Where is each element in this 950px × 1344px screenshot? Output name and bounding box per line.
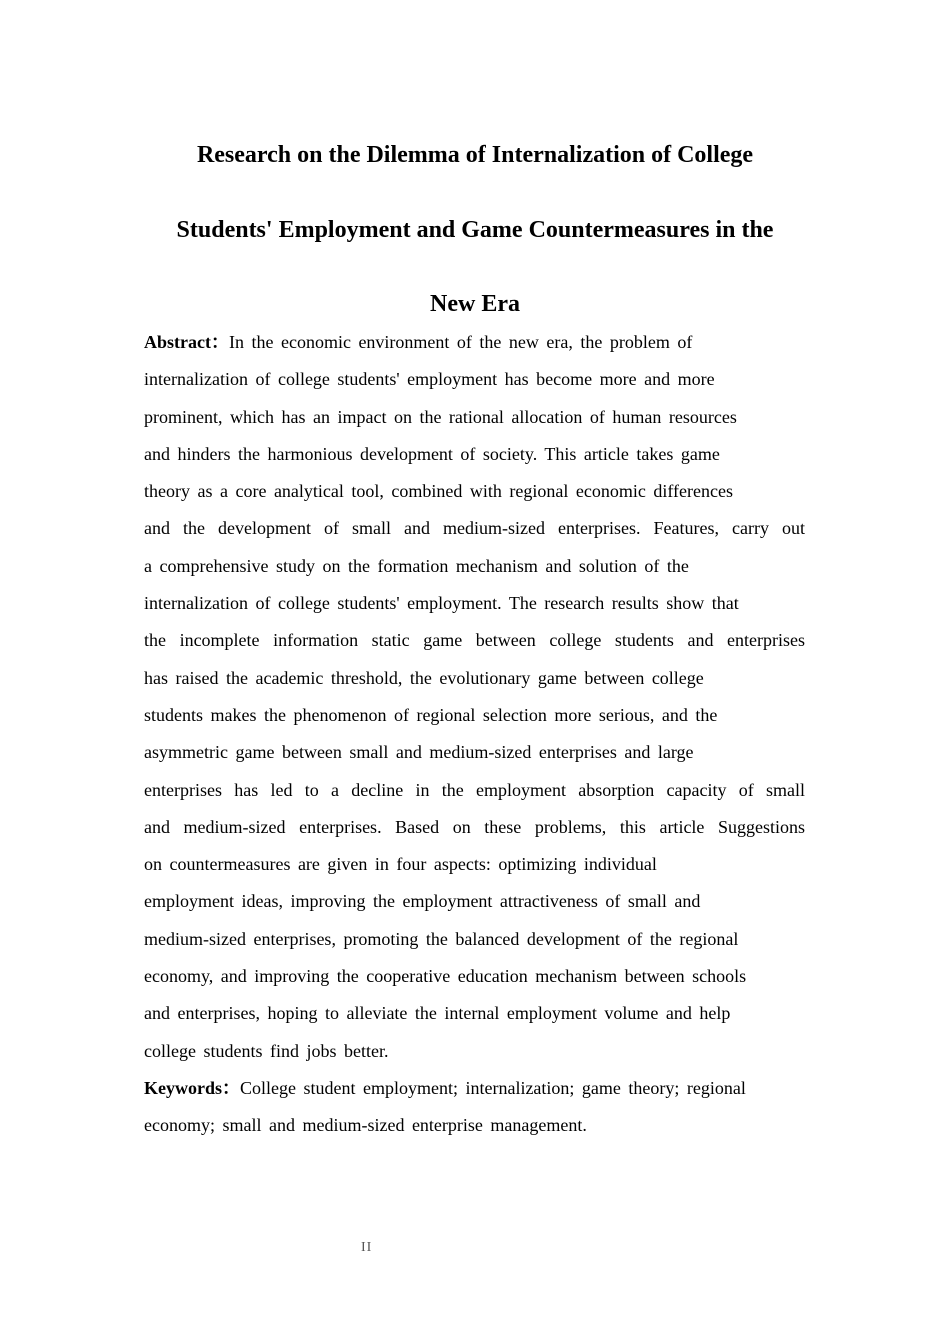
abstract-line: the incomplete information static game between college students and enterprises — [144, 630, 805, 651]
abstract-line: a comprehensive study on the formation mechanism and solution of the — [144, 555, 689, 576]
abstract-section — [144, 324, 805, 1145]
abstract-label: Abstract： — [144, 332, 229, 352]
abstract-line: internalization of college students' employment has become more and more — [144, 369, 715, 390]
keywords-line — [144, 1070, 805, 1107]
abstract-line: medium-sized enterprises, promoting the balanced development of the regional — [144, 928, 739, 949]
paper-title — [100, 118, 850, 342]
abstract-line: and enterprises, hoping to alleviate the internal employment volume and help — [144, 1003, 731, 1024]
abstract-line: theory as a core analytical tool, combined with regional economic differences — [144, 481, 733, 502]
abstract-line: and medium-sized enterprises. Based on these problems, this article Suggestions — [144, 816, 805, 837]
page-number: II — [361, 1240, 373, 1255]
abstract-line: economy, and improving the cooperative education mechanism between schools — [144, 966, 747, 987]
abstract-text: In the economic environment of the new era, the problem of — [228, 332, 693, 352]
title-line: New Era — [430, 291, 520, 317]
title-line: Research on the Dilemma of Internalization of College — [196, 142, 754, 168]
abstract-line: and the development of small and medium-sized enterprises. Features, carry out — [144, 518, 805, 539]
abstract-line: students makes the phenomenon of regional selection more serious, and the — [144, 704, 718, 725]
abstract-line: has raised the academic threshold, the evolutionary game between college — [144, 667, 704, 688]
keywords-text: College student employment; internalization; game theory; regional — [240, 1077, 746, 1098]
abstract-line: prominent, which has an impact on the rational allocation of human resources — [144, 406, 737, 427]
abstract-line: internalization of college students' employment. The research results show that — [144, 593, 739, 614]
title-line: Students' Employment and Game Countermeasures in the — [176, 216, 774, 243]
abstract-line — [144, 324, 805, 361]
abstract-line: asymmetric game between small and medium-sized enterprises and large — [144, 742, 694, 763]
abstract-line: enterprises has led to a decline in the employment absorption capacity of small — [144, 779, 805, 800]
abstract-line: employment ideas, improving the employment attractiveness of small and — [144, 891, 701, 912]
keywords-label: Keywords： — [144, 1077, 240, 1098]
abstract-line: and hinders the harmonious development of society. This article takes game — [144, 443, 720, 464]
abstract-line: on countermeasures are given in four aspects: optimizing individual — [144, 854, 657, 875]
keywords-line: economy; small and medium-sized enterprise management. — [144, 1115, 587, 1136]
abstract-line: college students find jobs better. — [144, 1040, 389, 1061]
